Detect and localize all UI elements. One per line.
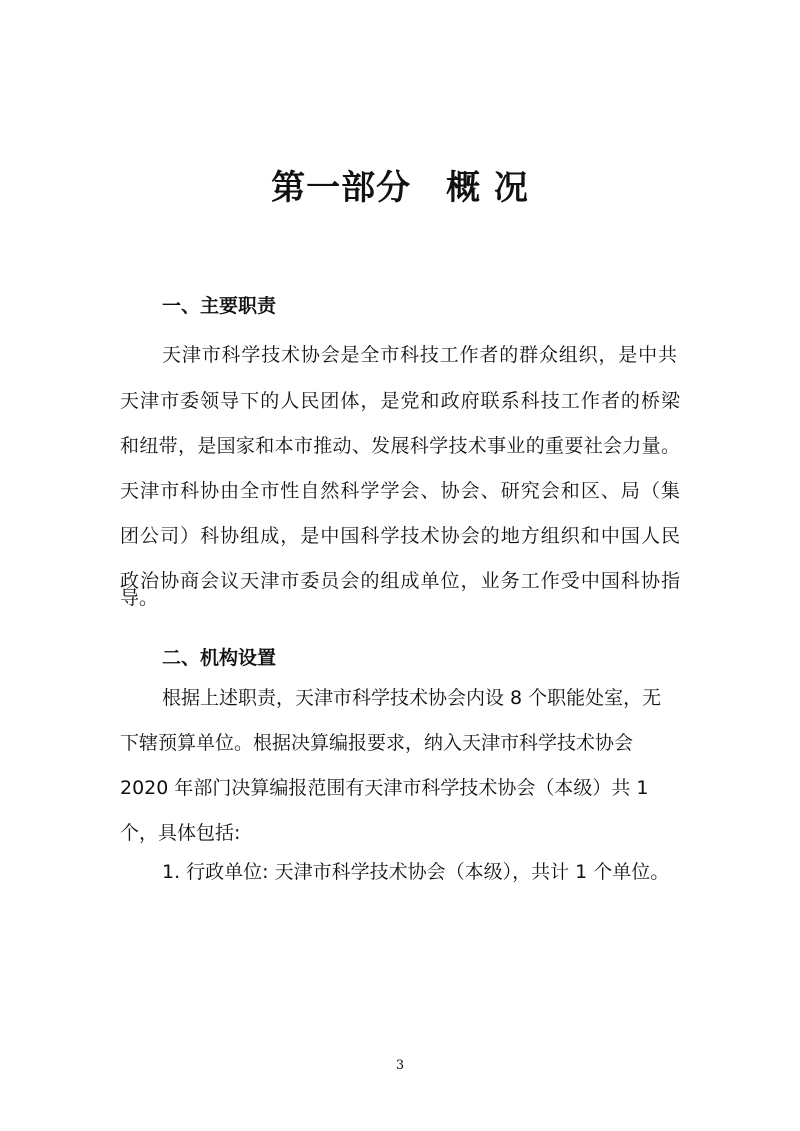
section-heading-organization: 二、机构设置 bbox=[162, 647, 277, 669]
paragraph-line: 导。 bbox=[120, 587, 159, 609]
paragraph-line: 天津市科协由全市性自然科学学会、协会、研究会和区、局（集 bbox=[120, 480, 682, 502]
page-title: 第一部分 概 况 bbox=[271, 168, 529, 208]
paragraph-line: 团公司）科协组成，是中国科学技术协会的地方组织和中国人民 bbox=[120, 525, 682, 547]
paragraph-line: 天津市委领导下的人民团体，是党和政府联系科技工作者的桥梁 bbox=[120, 390, 682, 412]
paragraph-line: 个，具体包括: bbox=[120, 822, 241, 844]
paragraph-line: 2020 年部门决算编报范围有天津市科学技术协会（本级）共 1 bbox=[120, 777, 649, 799]
paragraph-line: 1. 行政单位: 天津市科学技术协会（本级），共计 1 个单位。 bbox=[162, 861, 670, 883]
section-heading-responsibilities: 一、主要职责 bbox=[162, 295, 277, 317]
paragraph-line: 天津市科学技术协会是全市科技工作者的群众组织，是中共 bbox=[162, 344, 678, 366]
page-number: 3 bbox=[395, 1058, 405, 1073]
paragraph-line: 和纽带，是国家和本市推动、发展科学技术事业的重要社会力量。 bbox=[120, 435, 681, 457]
paragraph-line: 下辖预算单位。根据决算编报要求，纳入天津市科学技术协会 bbox=[120, 732, 634, 754]
paragraph-line: 根据上述职责，天津市科学技术协会内设 8 个职能处室，无 bbox=[162, 687, 662, 709]
paragraph-line: 政治协商会议天津市委员会的组成单位，业务工作受中国科协指 bbox=[120, 570, 682, 592]
